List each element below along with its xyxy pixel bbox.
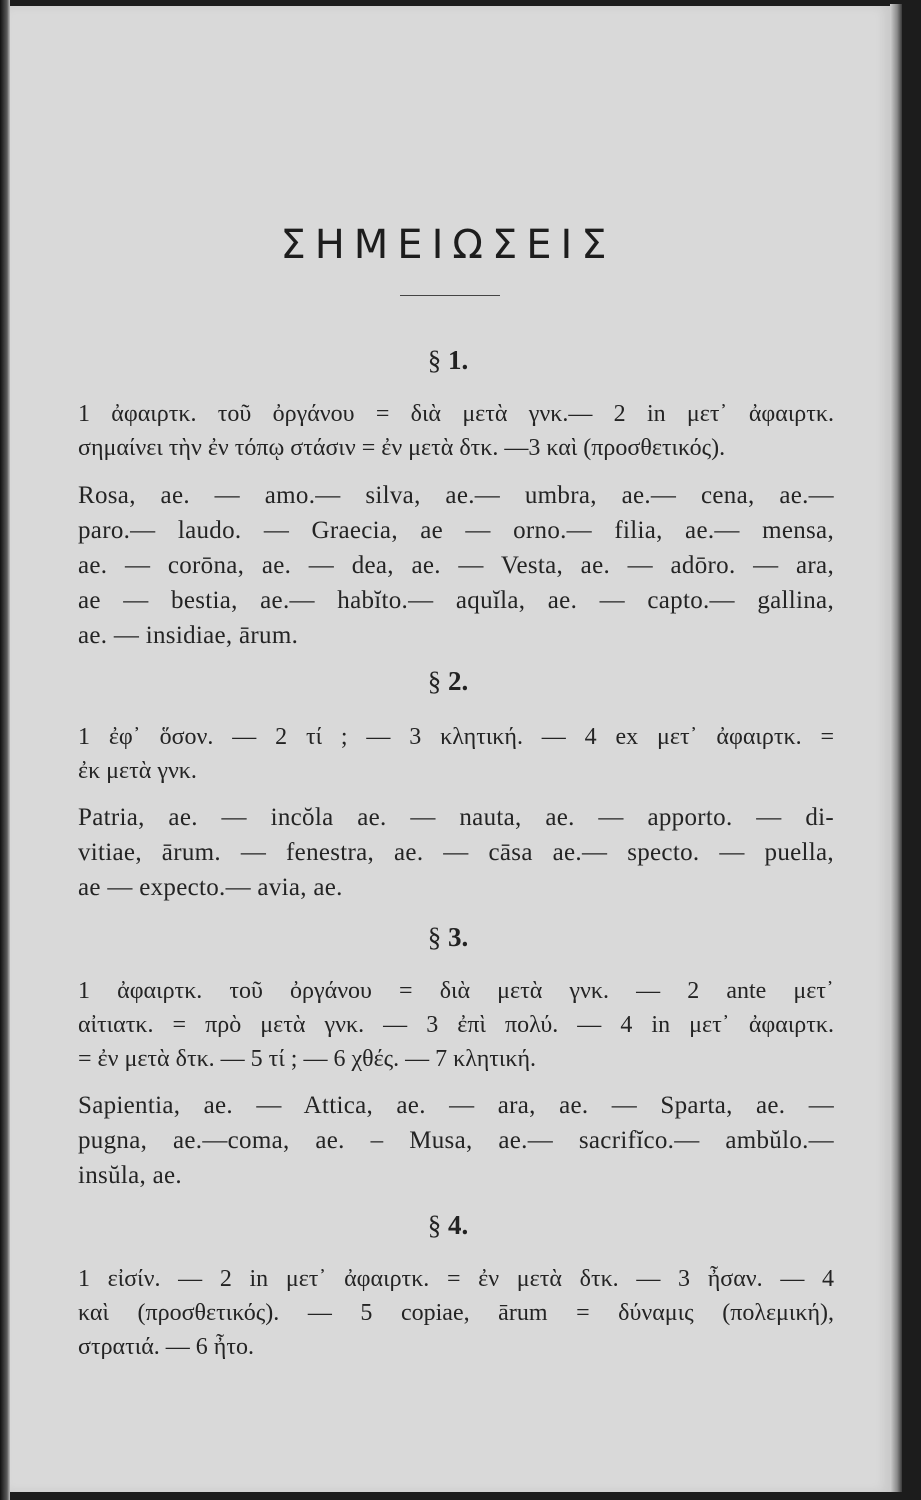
section-heading-2	[78, 666, 818, 697]
note-line: στρατιά. — 6 ἦτο.	[78, 1334, 255, 1360]
vocab-line: insŭla, ae.	[78, 1162, 182, 1189]
page-title: ΣΗΜΕΙΩΣΕΙΣ	[280, 222, 616, 268]
vocab-line: Patria, ae. — incŏla ae. — nauta, ae. — apporto. — di-	[78, 804, 834, 831]
note-line: 1 ἀφαιρτκ. τοῦ ὀργάνου = διὰ μετὰ γνκ. — 2 ante μετ᾽	[78, 978, 834, 1004]
note-line: 1 ἀφαιρτκ. τοῦ ὀργάνου = διὰ μετὰ γνκ.— 2 in μετ᾽ ἀφαιρτκ.	[78, 401, 834, 427]
note-line: σημαίνει τὴν ἐν τόπῳ στάσιν = ἐν μετὰ δτκ. —3 καὶ (προσθετικός).	[78, 435, 726, 461]
section-1-vocab	[78, 478, 834, 653]
section-1-notes	[78, 397, 834, 465]
vocab-line: ae — expecto.— avia, ae.	[78, 874, 343, 901]
section-2-notes	[78, 720, 834, 788]
page-edge	[890, 4, 902, 1492]
note-line: 1 εἰσίν. — 2 in μετ᾽ ἀφαιρτκ. = ἐν μετὰ δτκ. — 3 ἦσαν. — 4	[78, 1266, 834, 1292]
section-symbol: §	[427, 666, 442, 696]
vocab-line: paro.— laudo. — Graecia, ae — orno.— filia, ae.— mensa,	[78, 517, 834, 544]
vocab-line: ae. — insidiae, ārum.	[78, 622, 299, 649]
section-heading-3	[78, 922, 818, 953]
vocab-line: ae. — corōna, ae. — dea, ae. — Vesta, ae. — adōro. — ara,	[78, 552, 834, 579]
section-symbol: §	[427, 922, 442, 952]
section-3-notes	[78, 974, 834, 1076]
section-number: 3.	[448, 922, 469, 952]
note-line: 1 ἐφ᾽ ὅσον. — 2 τί ; — 3 κλητική. — 4 ex μετ᾽ ἀφαιρτκ. =	[78, 724, 834, 750]
note-line: ἐκ μετὰ γνκ.	[78, 758, 197, 784]
book-spine-shadow	[0, 0, 10, 1500]
section-2-vocab	[78, 800, 834, 905]
vocab-line: pugna, ae.—coma, ae. – Musa, ae.— sacrifĭco.— ambŭlo.—	[78, 1127, 834, 1154]
section-symbol: §	[427, 1210, 442, 1240]
vocab-line: ae — bestia, ae.— habĭto.— aquĭla, ae. — capto.— gallina,	[78, 587, 834, 614]
vocab-line: Rosa, ae. — amo.— silva, ae.— umbra, ae.— cena, ae.—	[78, 482, 834, 509]
section-heading-1	[78, 345, 818, 376]
vocab-line: vitiae, ārum. — fenestra, ae. — cāsa ae.— specto. — puella,	[78, 839, 834, 866]
section-heading-4	[78, 1210, 818, 1241]
section-number: 1.	[448, 345, 469, 375]
section-4-notes	[78, 1262, 834, 1364]
section-3-vocab	[78, 1088, 834, 1193]
note-line: = ἐν μετὰ δτκ. — 5 τί ; — 6 χθές. — 7 κλητική.	[78, 1046, 536, 1072]
vocab-line: Sapientia, ae. — Attica, ae. — ara, ae. — Sparta, ae. —	[78, 1092, 834, 1119]
section-number: 2.	[448, 666, 469, 696]
section-symbol: §	[427, 345, 442, 375]
title-rule	[400, 295, 500, 296]
note-line: αἰτιατκ. = πρὸ μετὰ γνκ. — 3 ἐπὶ πολύ. — 4 in μετ᾽ ἀφαιρτκ.	[78, 1012, 834, 1038]
section-number: 4.	[448, 1210, 469, 1240]
note-line: καὶ (προσθετικός). — 5 copiae, ārum = δύναμις (πολεμική),	[78, 1300, 834, 1326]
